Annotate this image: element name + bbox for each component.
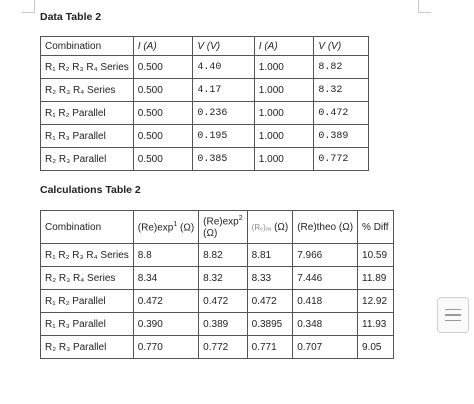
cell-combination: R₂ R₃ R₄ Series bbox=[41, 79, 134, 102]
cell-re-avg: 0.472 bbox=[247, 290, 293, 313]
cell-current-1: 0.500 bbox=[133, 102, 193, 125]
header-combination: Combination bbox=[41, 211, 134, 244]
cell-re-exp-1: 0.390 bbox=[133, 313, 198, 336]
calc-table-title: Calculations Table 2 bbox=[40, 184, 141, 196]
cell-re-theo: 7.966 bbox=[293, 244, 358, 267]
table-row bbox=[41, 79, 369, 102]
cell-current-2: 1.000 bbox=[254, 148, 314, 171]
cell-re-exp-1: 0.770 bbox=[133, 336, 198, 359]
table-row bbox=[41, 56, 369, 79]
cell-re-avg: 8.81 bbox=[247, 244, 293, 267]
cell-voltage-2: 0.472 bbox=[314, 102, 369, 125]
cell-re-avg: 8.33 bbox=[247, 267, 293, 290]
page-corner-mark-right bbox=[418, 0, 431, 13]
table-row bbox=[41, 102, 369, 125]
header-voltage-1: V (V) bbox=[193, 37, 254, 56]
cell-combination: R₂ R₃ Parallel bbox=[41, 336, 134, 359]
cell-voltage-1: 4.40 bbox=[193, 56, 254, 79]
header-re-exp-1-unit: (Ω) bbox=[180, 222, 195, 234]
table-row bbox=[41, 290, 394, 313]
cell-re-avg: 0.3895 bbox=[247, 313, 293, 336]
cell-current-1: 0.500 bbox=[133, 125, 193, 148]
cell-current-2: 1.000 bbox=[254, 79, 314, 102]
cell-combination: R₁ R₃ Parallel bbox=[41, 125, 134, 148]
header-re-exp-2-unit: (Ω) bbox=[203, 227, 218, 239]
header-re-exp-1-sup: 1 bbox=[173, 220, 178, 228]
page-corner-mark-left bbox=[22, 0, 35, 13]
header-re-avg-unit: (Ω) bbox=[274, 221, 289, 233]
cell-re-exp-2: 0.389 bbox=[199, 313, 247, 336]
calculations-table-2 bbox=[40, 210, 394, 359]
cell-voltage-2: 8.32 bbox=[314, 79, 369, 102]
cell-re-exp-2: 0.472 bbox=[199, 290, 247, 313]
cell-re-exp-2: 8.32 bbox=[199, 267, 247, 290]
cell-current-1: 0.500 bbox=[133, 56, 193, 79]
menu-line bbox=[445, 309, 461, 311]
cell-voltage-2: 0.772 bbox=[314, 148, 369, 171]
cell-re-exp-2: 0.772 bbox=[199, 336, 247, 359]
table-row bbox=[41, 125, 369, 148]
table-row bbox=[41, 148, 369, 171]
menu-line bbox=[445, 320, 461, 322]
cell-pct-diff: 10.59 bbox=[358, 244, 394, 267]
cell-pct-diff: 9.05 bbox=[358, 336, 394, 359]
cell-voltage-1: 0.385 bbox=[193, 148, 254, 171]
cell-re-theo: 0.348 bbox=[293, 313, 358, 336]
header-voltage-2: V (V) bbox=[314, 37, 369, 56]
cell-voltage-1: 0.195 bbox=[193, 125, 254, 148]
cell-re-avg: 0.771 bbox=[247, 336, 293, 359]
cell-voltage-1: 4.17 bbox=[193, 79, 254, 102]
menu-lines-icon[interactable] bbox=[437, 297, 469, 333]
table-header-row bbox=[41, 211, 394, 244]
menu-line bbox=[445, 314, 461, 316]
table-row bbox=[41, 336, 394, 359]
header-current-1: I (A) bbox=[133, 37, 193, 56]
cell-voltage-2: 0.389 bbox=[314, 125, 369, 148]
cell-current-2: 1.000 bbox=[254, 102, 314, 125]
header-combination: Combination bbox=[41, 37, 134, 56]
cell-combination: R₁ R₂ R₃ R₄ Series bbox=[41, 244, 134, 267]
cell-re-theo: 0.707 bbox=[293, 336, 358, 359]
table-row bbox=[41, 313, 394, 336]
cell-current-2: 1.000 bbox=[254, 125, 314, 148]
header-re-theo: (Re)theo (Ω) bbox=[293, 211, 358, 244]
cell-combination: R₁ R₂ Parallel bbox=[41, 102, 134, 125]
header-re-avg-label: (Rₑ)ₐᵥ bbox=[251, 222, 272, 232]
cell-current-2: 1.000 bbox=[254, 56, 314, 79]
cell-pct-diff: 12.92 bbox=[358, 290, 394, 313]
header-pct-diff: % Diff bbox=[358, 211, 394, 244]
header-re-exp-1-label: (Re)exp bbox=[137, 222, 174, 234]
cell-pct-diff: 11.93 bbox=[358, 313, 394, 336]
header-re-avg bbox=[247, 211, 293, 244]
data-table-2 bbox=[40, 36, 369, 171]
cell-combination: R₁ R₃ Parallel bbox=[41, 313, 134, 336]
cell-re-theo: 7.446 bbox=[293, 267, 358, 290]
cell-voltage-1: 0.236 bbox=[193, 102, 254, 125]
header-re-exp-2-sup: 2 bbox=[238, 215, 243, 223]
header-current-2: I (A) bbox=[254, 37, 314, 56]
table-row bbox=[41, 244, 394, 267]
cell-re-exp-2: 8.82 bbox=[199, 244, 247, 267]
cell-re-theo: 0.418 bbox=[293, 290, 358, 313]
data-table-title: Data Table 2 bbox=[40, 11, 102, 23]
cell-current-1: 0.500 bbox=[133, 79, 193, 102]
cell-combination: R₁ R₂ R₃ R₄ Series bbox=[41, 56, 134, 79]
cell-voltage-2: 8.82 bbox=[314, 56, 369, 79]
table-row bbox=[41, 267, 394, 290]
cell-combination: R₂ R₃ Parallel bbox=[41, 148, 134, 171]
header-re-exp-1 bbox=[133, 211, 198, 244]
cell-combination: R₂ R₃ R₄ Series bbox=[41, 267, 134, 290]
cell-current-1: 0.500 bbox=[133, 148, 193, 171]
header-re-exp-2 bbox=[199, 211, 247, 244]
cell-re-exp-1: 0.472 bbox=[133, 290, 198, 313]
cell-pct-diff: 11.89 bbox=[358, 267, 394, 290]
cell-combination: R₁ R₂ Parallel bbox=[41, 290, 134, 313]
cell-re-exp-1: 8.8 bbox=[133, 244, 198, 267]
header-re-exp-2-label: (Re)exp bbox=[203, 216, 239, 228]
table-header-row bbox=[41, 37, 369, 56]
cell-re-exp-1: 8.34 bbox=[133, 267, 198, 290]
